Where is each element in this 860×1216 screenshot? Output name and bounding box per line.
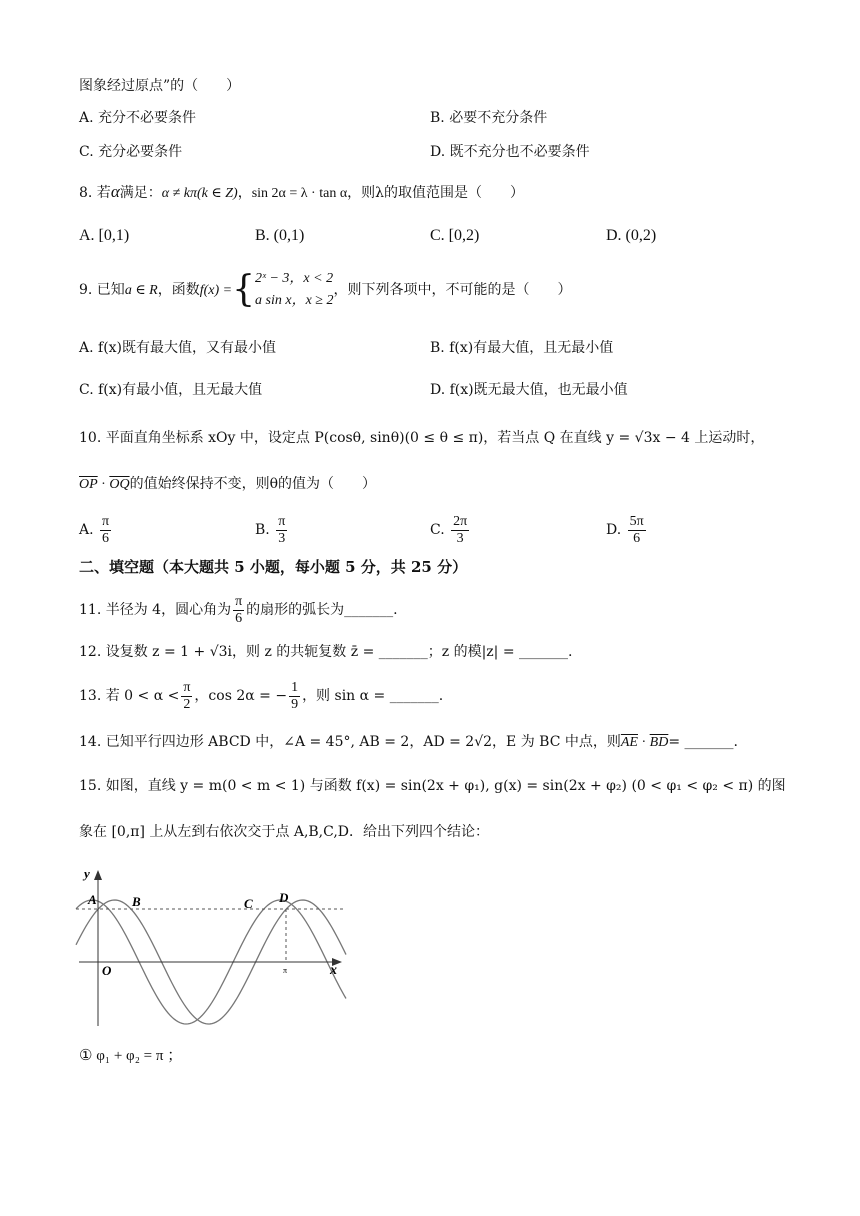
q11 [79, 592, 398, 628]
q11-post: 的扇形的弧长为_______. [246, 602, 398, 618]
q8-option-d: D. (0,2) [606, 227, 657, 244]
q10-line1: 10. 平面直角坐标系 xOy 中，设定点 P(cosθ, sinθ)(0 ≤ θ ≤ π)，若当点 Q 在直线 y = √3x − 4 上运动时， [79, 430, 765, 446]
q15-graph [74, 864, 354, 1028]
q9-brace: { [232, 269, 256, 310]
q8-num: 8. 若 [79, 185, 111, 201]
q8-option-a: A. [0,1) [79, 227, 130, 244]
q14-pre: 14. 已知平行四边形 ABCD 中，∠A = 45°, AB = 2，AD = 2√2，E 为 BC 中点，则 [79, 734, 621, 750]
q9-function: f(x) = [199, 283, 233, 298]
q15-line2: 象在 [0,π] 上从左到右依次交于点 A,B,C,D．给出下列四个结论： [79, 824, 490, 840]
graph-label-c: C [244, 896, 253, 911]
q8-stem [79, 182, 524, 204]
q7-option-a: A. 充分不必要条件 [79, 110, 197, 126]
q10-option-a [79, 512, 113, 548]
section-2-heading: 二、填空题（本大题共 5 小题，每小题 5 分，共 25 分） [79, 558, 468, 576]
q10-option-b [255, 512, 289, 548]
q10-option-c [430, 512, 471, 548]
q9-option-b: B. f(x)有最大值，且无最小值 [430, 340, 614, 356]
q7-option-d: D. 既不充分也不必要条件 [430, 144, 590, 160]
graph-label-x: x [330, 963, 337, 978]
q14-vector-ae: $\overline{AE}$ [620, 735, 638, 750]
q8-equation: ，sin 2α = λ · tan α [237, 186, 348, 201]
graph-label-a: A [88, 892, 97, 907]
q10-option-c-num: 2π [453, 513, 468, 529]
q10-option-d [606, 512, 648, 548]
q13-frac1-den: 2 [183, 696, 191, 712]
q8-text: 满足： [119, 185, 162, 201]
q9-tail: ，则下列各项中，不可能的是（ ） [333, 282, 572, 298]
q10-option-a-label: A. [79, 522, 94, 538]
q10-option-a-num: π [102, 513, 110, 529]
q14: 14. 已知平行四边形 ABCD 中，∠A = 45°, AB = 2，AD = 2√2，E 为 BC 中点，则$\overline{AE} \cdot \overline{BD}=$ _______. [79, 734, 738, 750]
q10-line2: $\overline{OP} \cdot \overline{OQ}$的值始终保持不变，则θ的值为（ ） [79, 476, 377, 492]
graph-label-pi: π [283, 966, 288, 975]
q10-vector-oq: $\overline{OQ}$ [109, 477, 130, 492]
q11-pre: 11. 半径为 4，圆心角为 [79, 602, 232, 618]
q8-condition: α ≠ kπ(k ∈ Z) [161, 186, 238, 201]
q10-option-d-den: 6 [633, 530, 641, 546]
q10-line2-text: 的值始终保持不变，则θ的值为（ ） [129, 476, 377, 492]
q10-option-d-label: D. [606, 522, 622, 538]
q13-post: ，则 sin α = _______. [302, 688, 444, 704]
q9-option-a: A. f(x)既有最大值，又有最小值 [79, 340, 277, 356]
q7-option-c: C. 充分必要条件 [79, 144, 183, 160]
q10-option-c-label: C. [430, 522, 445, 538]
q8-alpha: α [110, 182, 120, 201]
q14-post: = _______. [668, 734, 738, 750]
q9-piece-1: 2ˣ − 3，x < 2 [255, 271, 334, 286]
q10-option-b-label: B. [255, 522, 270, 538]
q8-option-c: C. [0,2) [430, 227, 480, 244]
q9-option-d: D. f(x)既无最大值，也无最小值 [430, 382, 628, 398]
q15-line1: 15. 如图，直线 y = m(0 < m < 1) 与函数 f(x) = sin(2x + φ₁), g(x) = sin(2x + φ₂) (0 < φ₁ < φ₂ < π) 的图 [79, 778, 786, 794]
q9-stem [79, 268, 571, 313]
q13-frac2-num: 1 [291, 679, 299, 695]
q9-pieces [255, 268, 333, 312]
q13 [79, 678, 443, 714]
q11-num: π [235, 593, 243, 609]
q10-option-a-den: 6 [102, 530, 110, 546]
q14-vector-bd: $\overline{BD}$ [649, 735, 669, 750]
graph-label-b: B [132, 894, 141, 909]
graph-label-o: O [102, 963, 112, 978]
graph-label-d: D [279, 890, 289, 905]
graph-y-arrow [94, 870, 102, 880]
q10-vector-op: $\overline{OP}$ [79, 477, 98, 492]
q8-tail: ，则λ的取值范围是（ ） [347, 185, 525, 201]
q7-stem-tail: 图象经过原点”的（ ） [79, 78, 241, 94]
q13-frac2-den: 9 [291, 696, 299, 712]
q15-conclusion-1: ① φ₁ + φ₂ = π ； [79, 1048, 183, 1064]
q9-text: ，函数 [157, 282, 200, 298]
q9-condition: a ∈ R [124, 283, 158, 298]
q11-den: 6 [235, 610, 243, 626]
q10-option-d-num: 5π [629, 513, 644, 529]
q12: 12. 设复数 z = 1 + √3i，则 z 的共轭复数 z̄ = _______；z 的模|z| = _______. [79, 644, 573, 660]
q10-option-c-den: 3 [456, 530, 464, 546]
q13-pre: 13. 若 0 < α < [79, 688, 180, 704]
q8-option-b: B. (0,1) [255, 227, 305, 244]
q9-num: 9. 已知 [79, 282, 125, 298]
q13-frac1-num: π [183, 679, 191, 695]
q9-option-c: C. f(x)有最小值，且无最大值 [79, 382, 263, 398]
q9-piece-2: a sin x，x ≥ 2 [255, 293, 334, 308]
q7-option-b: B. 必要不充分条件 [430, 110, 548, 126]
q13-mid: ，cos 2α = − [194, 688, 288, 704]
q10-option-b-num: π [278, 513, 286, 529]
graph-label-y: y [84, 866, 90, 881]
q10-option-b-den: 3 [278, 530, 286, 546]
